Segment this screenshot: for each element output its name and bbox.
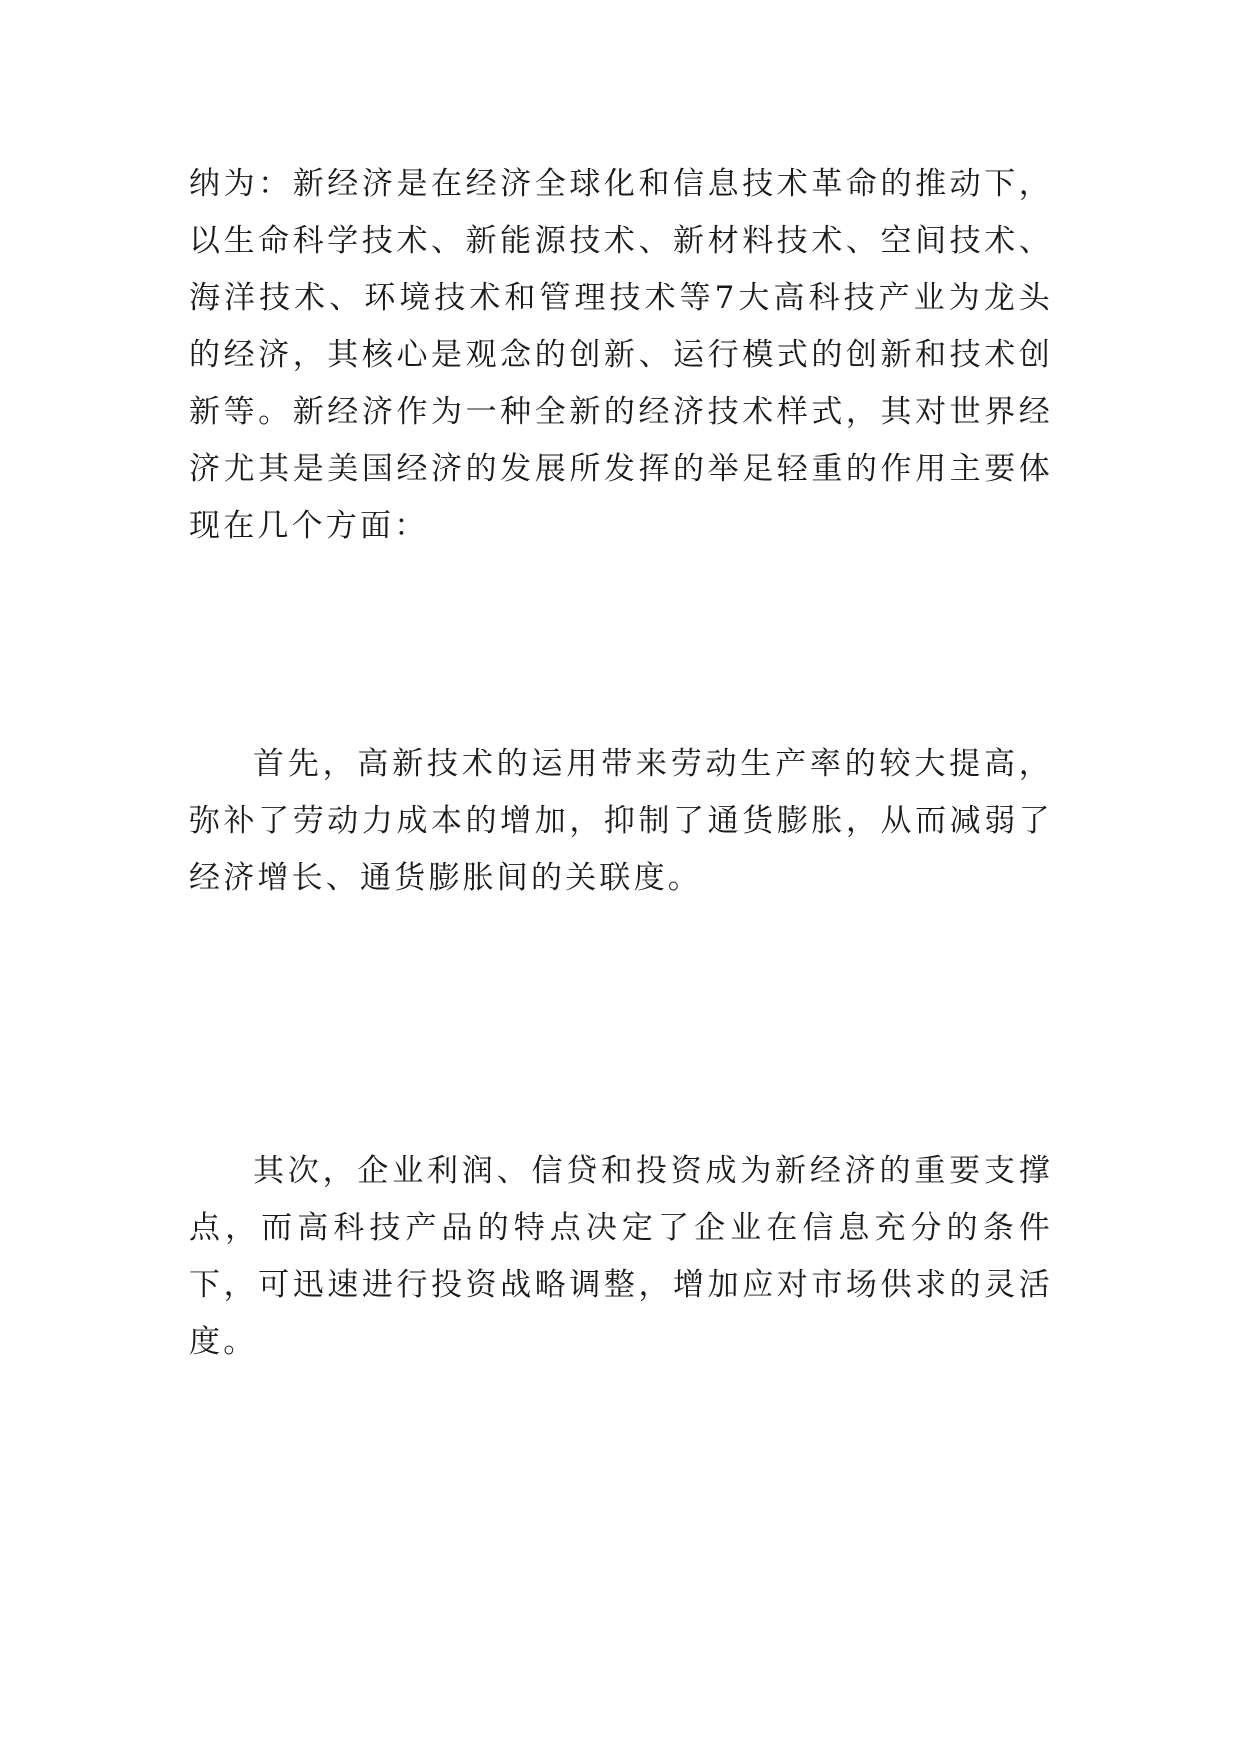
paragraph-first-point: 首先，高新技术的运用带来劳动生产率的较大提高，弥补了劳动力成本的增加，抑制了通货膨胀，从而减弱了经济增长、通货膨胀间的关联度。 xyxy=(189,746,1053,896)
paragraph-intro: 纳为：新经济是在经济全球化和信息技术革命的推动下，以生命科学技术、新能源技术、新材料技术、空间技术、海洋技术、环境技术和管理技术等7大高科技产业为龙头的经济，其核心是观念的创新、运行模式的创新和技术创新等。新经济作为一种全新的经济技术样式，其对世界经济尤其是美国经济的发展所发挥的举足轻重的作用主要体现在几个方面： xyxy=(189,166,1053,544)
paragraph-second-point: 其次，企业利润、信贷和投资成为新经济的重要支撑点，而高科技产品的特点决定了企业在信息充分的条件下，可迅速进行投资战略调整，增加应对市场供求的灵活度。 xyxy=(189,1153,1053,1360)
